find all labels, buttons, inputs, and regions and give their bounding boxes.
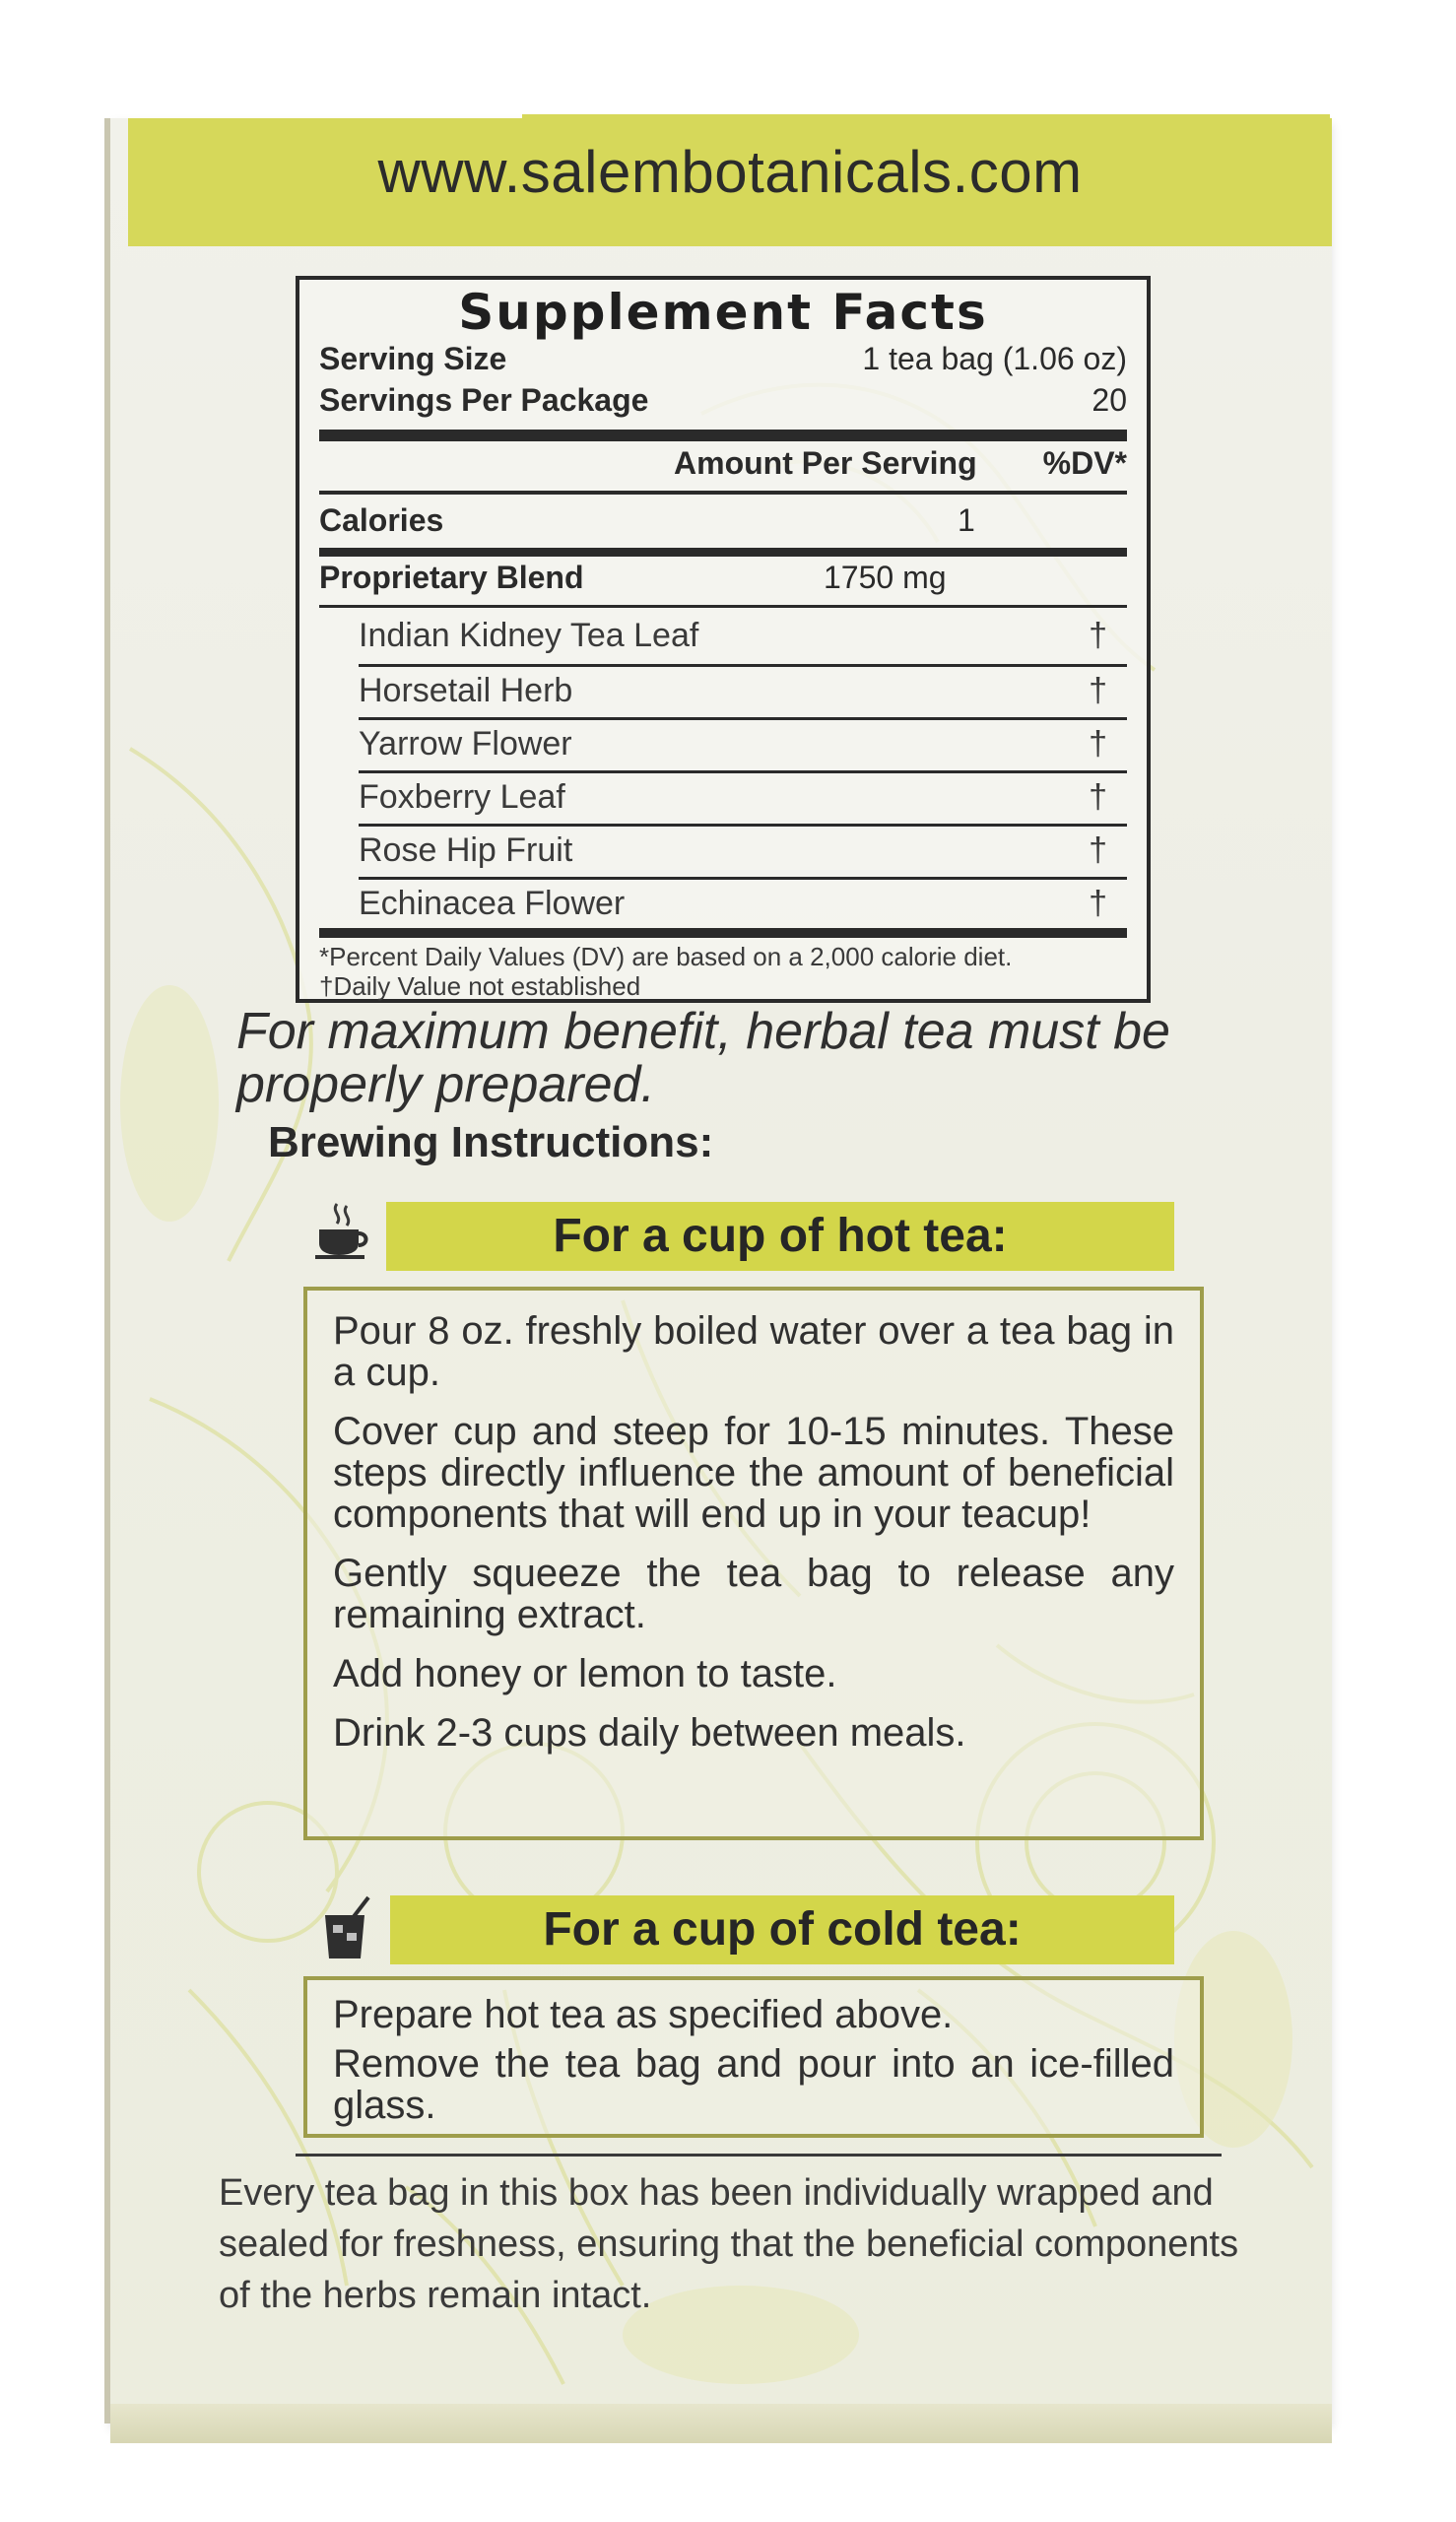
ingredient-dv: † <box>1089 778 1107 816</box>
hot-tea-header: For a cup of hot tea: <box>386 1202 1174 1271</box>
cold-tea-step: Prepare hot tea as specified above. <box>333 1993 954 2036</box>
dv-header: %DV* <box>1042 445 1127 481</box>
iced-drink-icon <box>319 1893 376 1962</box>
ingredient-name: Yarrow Flower <box>359 725 572 763</box>
cold-tea-header: For a cup of cold tea: <box>390 1895 1174 1964</box>
ingredient-name: Rose Hip Fruit <box>359 831 573 869</box>
ingredient-row <box>359 725 1127 763</box>
ingredient-dv: † <box>1089 831 1107 869</box>
rule <box>359 717 1127 720</box>
hot-cup-icon <box>313 1200 372 1261</box>
ingredient-dv: † <box>1089 617 1107 654</box>
hot-tea-step: Drink 2-3 cups daily between meals. <box>333 1711 966 1755</box>
hot-tea-steps-panel <box>303 1287 1204 1840</box>
amount-per-serving-header: Amount Per Serving <box>674 445 977 481</box>
rule <box>359 664 1127 667</box>
rule <box>319 491 1127 495</box>
calories-value: 1 <box>958 502 975 538</box>
calories-label: Calories <box>319 502 444 538</box>
hot-tea-step: Pour 8 oz. freshly boiled water over a tea bag in a cup. <box>333 1309 1174 1394</box>
ingredient-row <box>359 885 1127 923</box>
hot-tea-step: Cover cup and steep for 10-15 minutes. These steps directly influence the amount of beneficial components that will end up in your teacup! <box>333 1410 1174 1536</box>
medium-rule <box>319 548 1127 557</box>
ingredient-name: Horsetail Herb <box>359 672 573 709</box>
thick-rule <box>319 928 1127 938</box>
ingredient-name: Indian Kidney Tea Leaf <box>359 617 699 654</box>
supplement-facts-panel <box>296 276 1151 1003</box>
hot-tea-step: Gently squeeze the tea bag to release any remaining extract. <box>333 1552 1174 1636</box>
cold-tea-steps-panel <box>303 1976 1204 2138</box>
rule <box>319 605 1127 608</box>
ingredient-name: Echinacea Flower <box>359 885 626 922</box>
brewing-instructions-title: Brewing Instructions: <box>268 1118 714 1166</box>
rule <box>359 770 1127 773</box>
servings-label: Servings Per Package <box>319 382 649 418</box>
ingredient-dv: † <box>1089 725 1107 763</box>
hot-tea-step: Add honey or lemon to taste. <box>333 1652 837 1695</box>
proprietary-blend-label: Proprietary Blend <box>319 560 584 595</box>
ingredient-dv: † <box>1089 672 1107 709</box>
serving-size-value: 1 tea bag (1.06 oz) <box>862 341 1127 376</box>
box-bottom-edge <box>110 2404 1332 2443</box>
supplement-facts-title: Supplement Facts <box>458 284 988 341</box>
intro-text: For maximum benefit, herbal tea must be properly prepared. <box>236 1003 1170 1113</box>
thick-rule <box>319 430 1127 441</box>
proprietary-blend-value: 1750 mg <box>824 560 947 595</box>
ingredient-row <box>359 617 1127 655</box>
footnote-dagger: †Daily Value not established <box>319 971 641 1001</box>
ingredient-row <box>359 778 1127 817</box>
rule <box>359 824 1127 827</box>
divider <box>296 2154 1222 2157</box>
ingredient-row <box>359 672 1127 710</box>
cold-tea-step: Remove the tea bag and pour into an ice-filled glass. <box>333 2042 1174 2127</box>
rule <box>359 877 1127 880</box>
ingredient-name: Foxberry Leaf <box>359 778 565 816</box>
servings-value: 20 <box>1092 382 1127 418</box>
website-url: www.salembotanicals.com <box>377 139 1083 205</box>
ingredient-dv: † <box>1089 885 1107 922</box>
footnote-dv: *Percent Daily Values (DV) are based on a 2,000 calorie diet. <box>319 942 1013 971</box>
serving-size-label: Serving Size <box>319 341 507 376</box>
freshness-statement: Every tea bag in this box has been individually wrapped and sealed for freshness, ensuring that the beneficial components of the herbs remain intact. <box>219 2172 1239 2316</box>
ingredient-row <box>359 831 1127 870</box>
